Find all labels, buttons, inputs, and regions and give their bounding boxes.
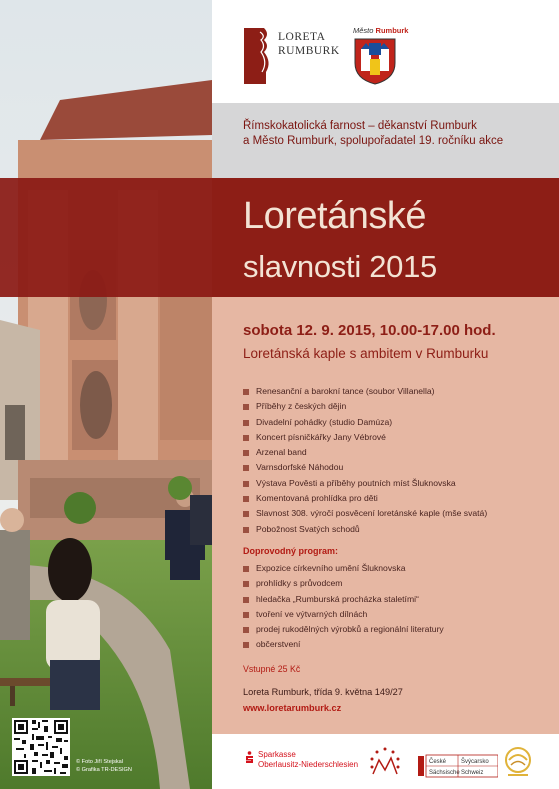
list-item: Divadelní pohádky (studio Damúza) [243,415,487,430]
bullet-icon [243,612,249,618]
zone-logo-icon [503,746,533,778]
list-item: Výstava Pověsti a příběhy poutních míst Šluknovska [243,476,487,491]
list-item: Expozice církevního umění Šluknovska [243,561,444,576]
list-item: Pobožnost Svatých schodů [243,522,487,537]
entry-fee: Vstupné 25 Kč [243,664,301,674]
mesto-name: Rumburk [375,26,409,35]
bullet-icon [243,597,249,603]
rumburk-crest-icon [353,37,397,85]
bullet-icon [243,450,249,456]
list-item: Koncert písničkářky Jany Vébrové [243,430,487,445]
bullet-icon [243,465,249,471]
bullet-icon [243,389,249,395]
list-item: prohlídky s průvodcem [243,576,444,591]
sparkasse-icon [245,751,254,763]
photo-credit: © Foto Jiří Stejskal [76,759,124,765]
bullet-icon [243,566,249,572]
cs-cz-word2: Švýcarsko [461,759,489,765]
loreta-logo-text-line2: RUMBURK [278,45,340,57]
list-item: Arzenal band [243,445,487,460]
supporting-program-list [243,561,444,653]
list-item: Komentovaná prohlídka pro děti [243,491,487,506]
bullet-icon [243,404,249,410]
mesto-rumburk-label [353,26,408,35]
cs-de-word1: Sächsische [429,770,460,776]
bullet-icon [243,435,249,441]
bullet-icon [243,581,249,587]
bullet-icon [243,481,249,487]
organizer-text [243,119,543,149]
list-item: Slavnost 308. výročí posvěcení loretánské kaple (mše svatá) [243,506,487,521]
list-item: hledačka „Rumburská procházka staletími“ [243,592,444,607]
event-venue: Loretánská kaple s ambitem v Rumburku [243,346,489,361]
qr-code-icon[interactable] [12,718,70,776]
list-item: Varnsdorfské Náhodou [243,460,487,475]
mesto-prefix: Město [353,26,374,35]
list-item: občerstvení [243,637,444,652]
list-item: prodej rukodělných výrobků a regionální literatury [243,622,444,637]
supporting-program-heading: Doprovodný program: [243,546,339,556]
event-photo [0,0,212,789]
event-title-line1: Loretánské [243,195,427,237]
list-item: Renesanční a barokní tance (soubor Villanella) [243,384,487,399]
ceske-svycarsko-logo-icon [418,753,498,779]
organizer-line1: Římskokatolická farnost – děkanství Rumburk [243,120,477,132]
bullet-icon [243,496,249,502]
list-item: tvoření ve výtvarných dílnách [243,607,444,622]
venue-address: Loreta Rumburk, třída 9. května 149/27 [243,687,403,697]
bullet-icon [243,420,249,426]
loreta-logo-text-line1: LORETA [278,31,326,43]
program-list [243,384,487,537]
cs-de-word2: Schweiz [461,770,484,776]
sparkasse-line1: Sparkasse [258,750,296,759]
euroregion-logo-icon [367,746,403,778]
cs-cz-word1: České [429,759,447,765]
list-item: Příběhy z českých dějin [243,399,487,414]
bullet-icon [243,627,249,633]
bullet-icon [243,642,249,648]
bullet-icon [243,511,249,517]
organizer-line2: a Město Rumburk, spolupořadatel 19. ročníku akce [243,135,504,147]
bullet-icon [243,527,249,533]
loreta-logo-icon [244,28,272,84]
graphics-credit: © Grafika TR-DESIGN [76,767,132,773]
event-date: sobota 12. 9. 2015, 10.00-17.00 hod. [243,322,496,339]
website-link[interactable]: www.loretarumburk.cz [243,703,342,713]
event-title-line2: slavnosti 2015 [243,249,437,284]
photo-credits [76,758,132,774]
sparkasse-line2: Oberlausitz-Niederschlesien [258,760,359,769]
